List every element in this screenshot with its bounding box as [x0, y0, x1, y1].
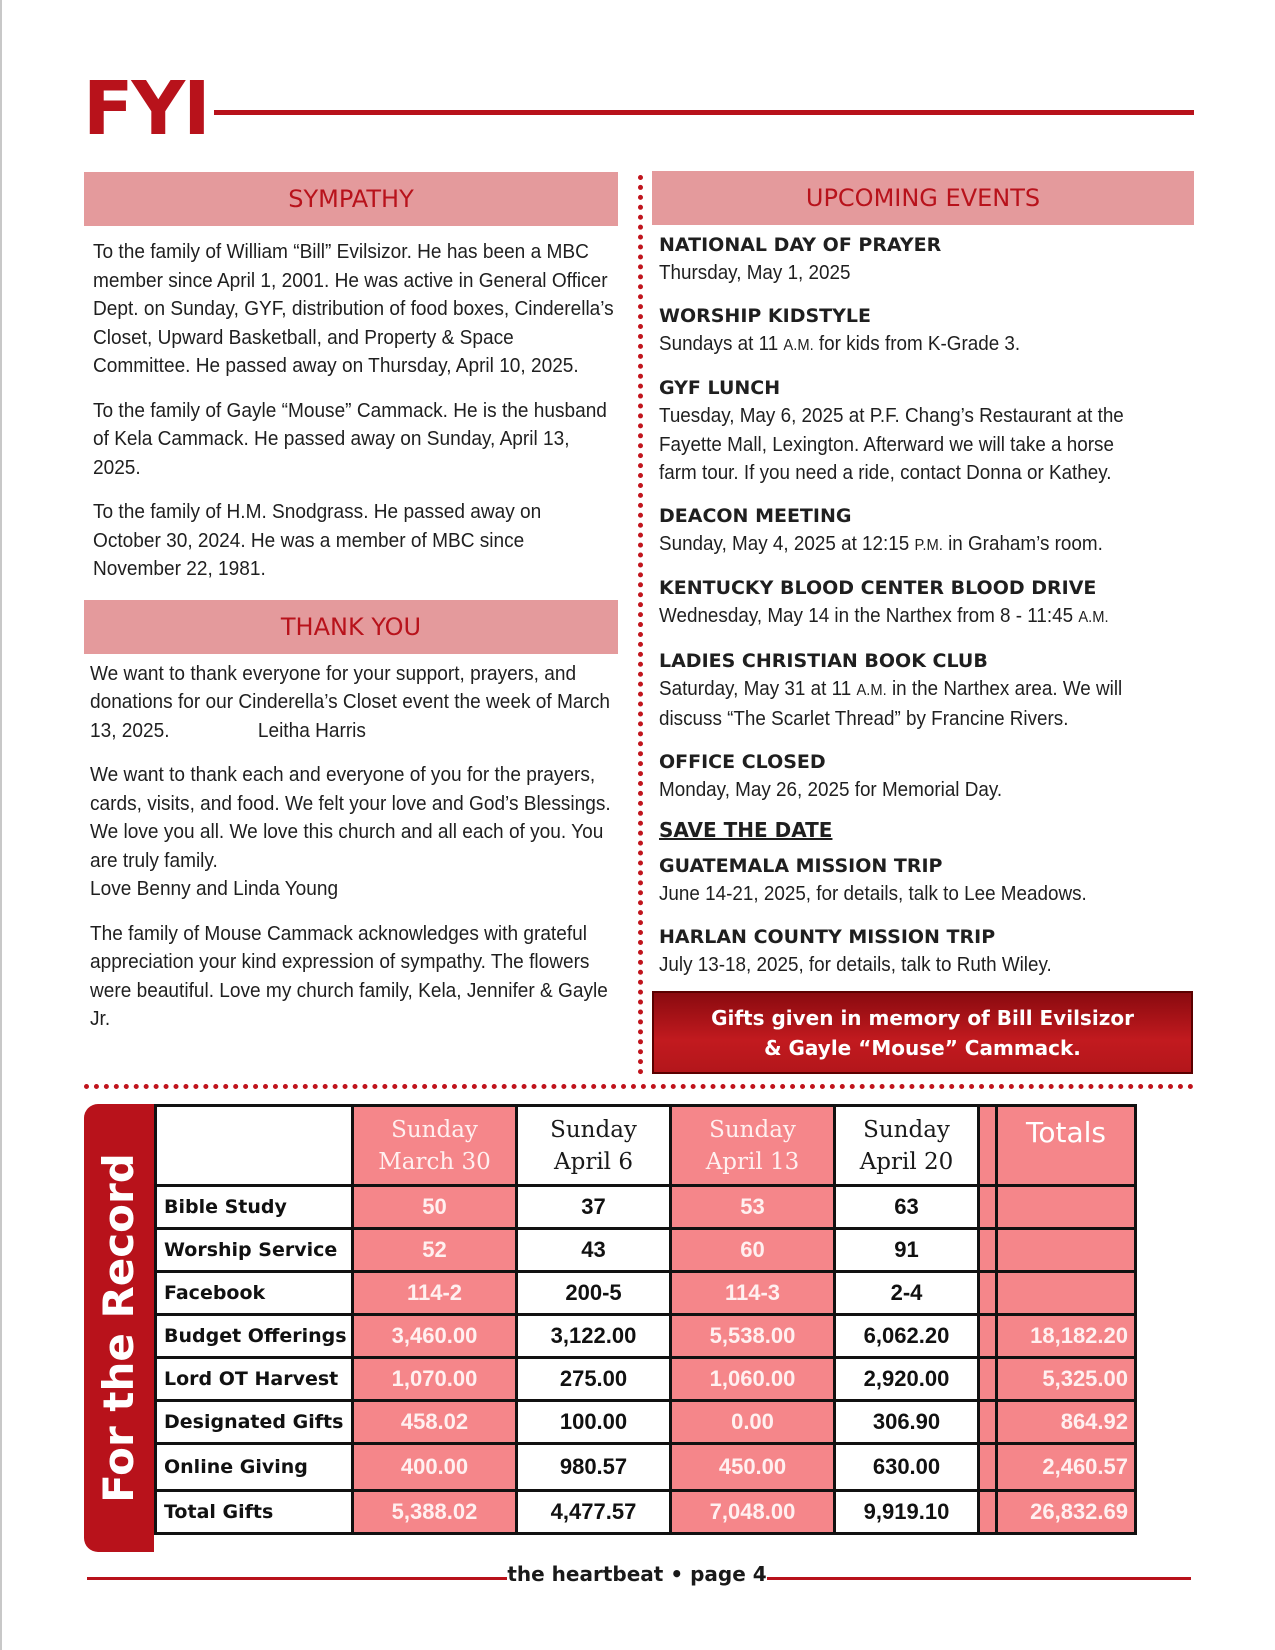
table-cell: 400.00: [353, 1444, 517, 1491]
sympathy-paragraph: [93, 238, 618, 381]
event-detail: Thursday, May 1, 2025: [659, 261, 851, 284]
gap-cell: [979, 1401, 997, 1444]
gap-cell: [979, 1272, 997, 1315]
table-cell: 3,460.00: [353, 1315, 517, 1358]
table-cell: 4,477.57: [517, 1491, 671, 1534]
table-row: [156, 1272, 1136, 1315]
right-column: [652, 171, 1194, 993]
event-title: NATIONAL DAY OF PRAYER: [659, 234, 942, 256]
event-detail: Wednesday, May 14 in the Narthex from 8 - 11:45 A.M.: [659, 604, 1109, 627]
table-cell: 1,070.00: [353, 1358, 517, 1401]
total-cell: [997, 1186, 1136, 1229]
header-col-line2: March 30: [378, 1148, 491, 1175]
event-item: [659, 748, 1194, 805]
table-cell: 114-3: [671, 1272, 835, 1315]
events-list: [652, 231, 1194, 804]
event-item: [659, 647, 1194, 734]
header-col-april-13: [671, 1106, 835, 1186]
table-cell: 50: [353, 1186, 517, 1229]
event-title: OFFICE CLOSED: [659, 750, 826, 773]
left-column: [84, 172, 618, 1050]
table-row: [156, 1315, 1136, 1358]
total-cell: [997, 1272, 1136, 1315]
table-body: [156, 1186, 1136, 1534]
table-row: [156, 1401, 1136, 1444]
footer-page-number: page 4: [690, 1562, 767, 1586]
event-item: [659, 231, 1194, 288]
row-label: Bible Study: [156, 1186, 353, 1229]
table-cell: 52: [353, 1229, 517, 1272]
thank-you-text-1-body: We want to thank everyone for your support, prayers, and donations for our Cinderella’s Closet event the week of March 13, 2025.: [90, 661, 610, 742]
sympathy-text-3: To the family of H.M. Snodgrass. He passed away on October 30, 2024. He was a member of MBC since November 22, 1981.: [93, 500, 542, 580]
thank-you-signature-1: Leitha Harris: [257, 718, 366, 742]
event-title: WORSHIP KIDSTYLE: [659, 304, 871, 327]
thank-you-text-2: We want to thank each and everyone of you for the prayers, cards, visits, and food. We felt your love and God’s Blessings. We love you all. We love this church and all each of you. You are truly family.: [90, 763, 611, 872]
table-cell: 5,538.00: [671, 1315, 835, 1358]
footer-rule-left: [87, 1577, 507, 1580]
for-the-record-label: For the Record: [94, 1153, 143, 1503]
event-detail: June 14-21, 2025, for details, talk to Lee Meadows.: [659, 882, 1087, 905]
table-header-row: [156, 1106, 1136, 1186]
row-label: Total Gifts: [156, 1491, 353, 1534]
thank-you-paragraph: [90, 920, 618, 1034]
table-cell: 53: [671, 1186, 835, 1229]
header-col-april-6: [517, 1106, 671, 1186]
table-cell: 60: [671, 1229, 835, 1272]
section-divider: [84, 1084, 1194, 1089]
memorial-gifts-banner: [652, 991, 1193, 1074]
gap-cell: [979, 1315, 997, 1358]
row-label: Designated Gifts: [156, 1401, 353, 1444]
table-cell: 43: [517, 1229, 671, 1272]
sympathy-text-1: To the family of William “Bill” Evilsizor. He has been a MBC member since April 1, 2001. He was active in General Officer Dept. on Sunday, GYF, distribution of food boxes, Cinderella’s Closet, Upward Basketball, and Property & Space Committee. He passed away on Thursday, April 10, 2025.: [93, 240, 614, 377]
table-cell: 6,062.20: [835, 1315, 979, 1358]
header-col-line2: April 13: [705, 1148, 800, 1175]
table-row: [156, 1358, 1136, 1401]
thank-you-heading: THANK YOU: [84, 600, 618, 654]
table-cell: 458.02: [353, 1401, 517, 1444]
row-label: Facebook: [156, 1272, 353, 1315]
attendance-giving-table: [154, 1104, 1137, 1535]
event-title: GUATEMALA MISSION TRIP: [659, 855, 943, 877]
footer-separator: •: [670, 1562, 684, 1586]
table-cell: 100.00: [517, 1401, 671, 1444]
thank-you-text-1: [90, 660, 611, 746]
table-cell: 2,920.00: [835, 1358, 979, 1401]
column-divider: [638, 175, 643, 1075]
event-detail: Sunday, May 4, 2025 at 12:15 P.M. in Graham’s room.: [659, 531, 1103, 555]
header-col-line1: Sunday: [709, 1116, 796, 1143]
table-cell: 91: [835, 1229, 979, 1272]
footer-rule-right: [767, 1577, 1191, 1580]
header-col-line1: Sunday: [550, 1116, 637, 1143]
save-the-date-list: [652, 852, 1194, 979]
header-col-line2: April 6: [554, 1148, 633, 1175]
sympathy-text-2: To the family of Gayle “Mouse” Cammack. He is the husband of Kela Cammack. He passed away on Sunday, April 13, 2025.: [93, 398, 607, 479]
table-cell: 306.90: [835, 1401, 979, 1444]
for-the-record-tab: [84, 1104, 154, 1552]
table-row: [156, 1491, 1136, 1534]
table-cell: 114-2: [353, 1272, 517, 1315]
total-cell: 18,182.20: [997, 1315, 1136, 1358]
title-rule: [214, 110, 1194, 115]
event-detail: Fayette Mall, Lexington. Afterward we will take a horse: [659, 432, 1114, 456]
event-item: [659, 574, 1194, 633]
event-item: [659, 374, 1194, 488]
event-detail: Sundays at 11 A.M. for kids from K-Grade 3.: [659, 331, 1021, 355]
header-col-march-30: [353, 1106, 517, 1186]
sympathy-paragraph: [93, 397, 618, 483]
total-cell: 2,460.57: [997, 1444, 1136, 1491]
header-col-line2: April 20: [859, 1148, 954, 1175]
row-label: Budget Offerings: [156, 1315, 353, 1358]
table-cell: 7,048.00: [671, 1491, 835, 1534]
table-cell: 980.57: [517, 1444, 671, 1491]
gap-cell: [979, 1229, 997, 1272]
table-cell: 9,919.10: [835, 1491, 979, 1534]
page-edge-line: [0, 0, 2, 1650]
event-title: GYF LUNCH: [659, 377, 781, 399]
sympathy-paragraph: [93, 498, 618, 584]
header-col-totals: Totals: [997, 1106, 1136, 1186]
event-title: DEACON MEETING: [659, 504, 852, 527]
memorial-line-1: Gifts given in memory of Bill Evilsizor: [711, 1006, 1134, 1030]
table-cell: 450.00: [671, 1444, 835, 1491]
table-cell: 630.00: [835, 1444, 979, 1491]
header-blank-cell: [156, 1106, 353, 1186]
table-cell: 5,388.02: [353, 1491, 517, 1534]
table-cell: 3,122.00: [517, 1315, 671, 1358]
table-row: [156, 1444, 1136, 1491]
table-cell: 37: [517, 1186, 671, 1229]
event-detail: Saturday, May 31 at 11 A.M. in the Narthex area. We will: [659, 676, 1123, 700]
event-detail: farm tour. If you need a ride, contact Donna or Kathey.: [659, 461, 1112, 484]
event-item: [659, 502, 1194, 561]
event-detail: Monday, May 26, 2025 for Memorial Day.: [659, 777, 1003, 801]
event-item: [659, 852, 1194, 909]
row-label: Worship Service: [156, 1229, 353, 1272]
row-label: Online Giving: [156, 1444, 353, 1491]
total-cell: 864.92: [997, 1401, 1136, 1444]
table-cell: 1,060.00: [671, 1358, 835, 1401]
footer-publication: the heartbeat: [507, 1562, 664, 1586]
gap-cell: [979, 1186, 997, 1229]
event-item: [659, 302, 1194, 361]
event-title: HARLAN COUNTY MISSION TRIP: [659, 925, 996, 948]
upcoming-events-heading: UPCOMING EVENTS: [652, 171, 1194, 225]
gap-cell: [979, 1358, 997, 1401]
thank-you-paragraph: [90, 761, 618, 904]
header-col-line1: Sunday: [391, 1116, 478, 1143]
table-row: [156, 1229, 1136, 1272]
gap-cell: [979, 1491, 997, 1534]
row-label: Lord OT Harvest: [156, 1358, 353, 1401]
memorial-line-2: & Gayle “Mouse” Cammack.: [764, 1036, 1081, 1060]
save-the-date-heading: SAVE THE DATE: [659, 818, 833, 842]
table-cell: 63: [835, 1186, 979, 1229]
footer: [507, 1562, 767, 1586]
total-cell: 5,325.00: [997, 1358, 1136, 1401]
header-col-april-20: [835, 1106, 979, 1186]
header-col-line1: Sunday: [863, 1116, 950, 1143]
total-cell: 26,832.69: [997, 1491, 1136, 1534]
header-gap-cell: [979, 1106, 997, 1186]
sympathy-heading: SYMPATHY: [84, 172, 618, 226]
event-detail: Tuesday, May 6, 2025 at P.F. Chang’s Restaurant at the: [659, 404, 1124, 427]
thank-you-paragraph: [90, 660, 618, 746]
event-title: LADIES CHRISTIAN BOOK CLUB: [659, 649, 988, 672]
thank-you-text-3: The family of Mouse Cammack acknowledges with grateful appreciation your kind expression of sympathy. The flowers were beautiful. Love my church family, Kela, Jennifer & Gayle Jr.: [90, 921, 608, 1030]
event-title: KENTUCKY BLOOD CENTER BLOOD DRIVE: [659, 577, 1097, 599]
total-cell: [997, 1229, 1136, 1272]
table-cell: 275.00: [517, 1358, 671, 1401]
page-title: FYI: [83, 66, 209, 152]
table-row: [156, 1186, 1136, 1229]
table-cell: 200-5: [517, 1272, 671, 1315]
table-cell: 2-4: [835, 1272, 979, 1315]
thank-you-signature-2: Love Benny and Linda Young: [90, 877, 339, 900]
table-cell: 0.00: [671, 1401, 835, 1444]
gap-cell: [979, 1444, 997, 1491]
event-detail: discuss “The Scarlet Thread” by Francine Rivers.: [659, 707, 1069, 730]
event-item: [659, 923, 1194, 980]
event-detail: July 13-18, 2025, for details, talk to Ruth Wiley.: [659, 952, 1052, 976]
